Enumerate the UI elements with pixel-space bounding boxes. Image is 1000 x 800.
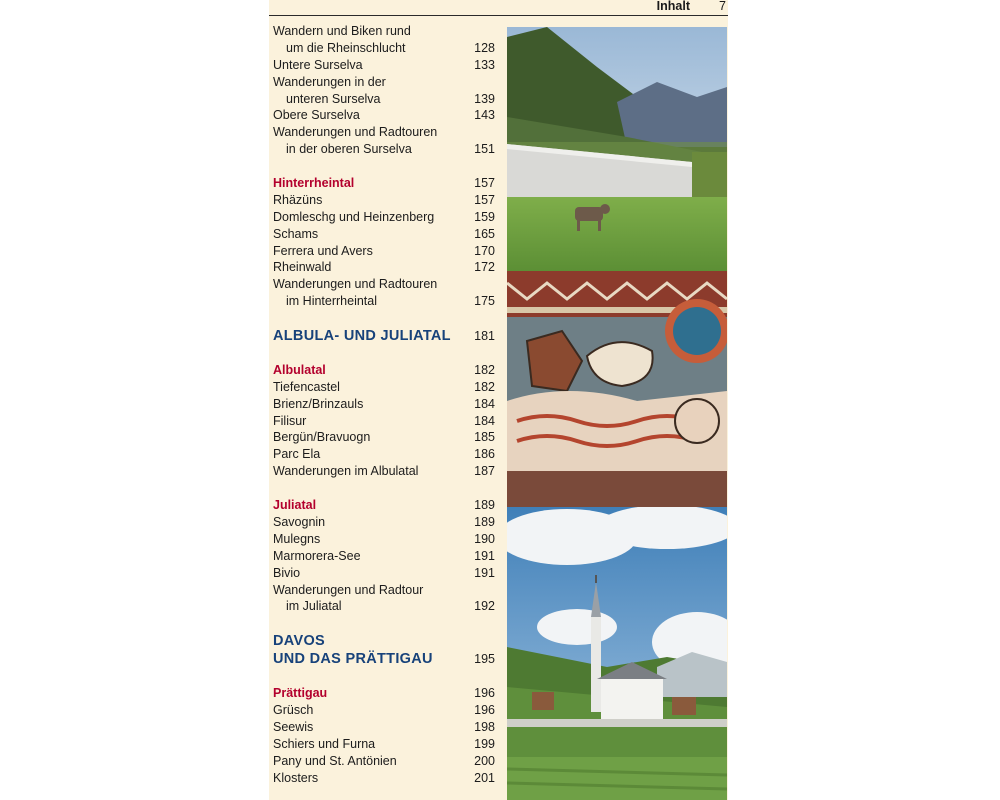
page-number: 7 (719, 0, 726, 13)
toc-entry-title: um die Rheinschlucht (286, 40, 406, 55)
toc-entry-page: 185 (474, 430, 495, 445)
toc-entry (273, 124, 495, 141)
toc-entry-title: Seewis (273, 719, 314, 734)
toc-entry-page: 199 (474, 736, 495, 751)
toc-entry-page: 128 (474, 40, 495, 55)
toc-entry-title: Schiers und Furna (273, 736, 376, 751)
toc-spacer (273, 480, 495, 497)
toc-entry (273, 531, 495, 548)
toc-entry-page: 175 (474, 294, 495, 309)
toc-entry (273, 413, 495, 430)
toc-entry-page: 184 (474, 413, 495, 428)
toc-entry-title: Prättigau (273, 686, 328, 701)
toc-section-heading (273, 175, 495, 192)
toc-entry-title: Bergün/Bravuogn (273, 430, 371, 445)
toc-entry-page: 170 (474, 243, 495, 258)
toc-spacer (273, 615, 495, 632)
toc-entry-title: Bivio (273, 565, 301, 580)
toc-entry-page: 139 (474, 91, 495, 106)
toc-entry-title: Untere Surselva (273, 57, 363, 72)
photo-meadow-cow (507, 27, 727, 271)
toc-entry (273, 243, 495, 260)
toc-entry-page: 157 (474, 192, 495, 207)
toc-entry (273, 429, 495, 446)
book-page (269, 0, 728, 800)
toc-entry-title: Rhäzüns (273, 192, 323, 207)
toc-entry (273, 141, 495, 158)
table-of-contents (273, 23, 495, 786)
toc-spacer (273, 668, 495, 685)
toc-entry-page: 191 (474, 548, 495, 563)
toc-entry-title: Hinterrheintal (273, 176, 355, 191)
toc-entry-title: Marmorera-See (273, 548, 361, 563)
toc-entry-title: Domleschg und Heinzenberg (273, 209, 435, 224)
toc-entry-title: Obere Surselva (273, 108, 360, 123)
toc-entry (273, 582, 495, 599)
toc-entry-page: 184 (474, 396, 495, 411)
toc-entry (273, 74, 495, 91)
toc-entry-title: in der oberen Surselva (286, 142, 412, 157)
toc-entry (273, 23, 495, 40)
toc-entry-title: Klosters (273, 770, 319, 785)
toc-entry (273, 719, 495, 736)
toc-entry (273, 565, 495, 582)
toc-entry-title: Brienz/Brinzauls (273, 396, 364, 411)
toc-entry (273, 259, 495, 276)
toc-chapter-heading (273, 632, 495, 650)
toc-entry-page: 196 (474, 702, 495, 717)
toc-entry-page: 201 (474, 770, 495, 785)
toc-entry-page: 187 (474, 464, 495, 479)
toc-entry-title: ALBULA- UND JULIATAL (273, 328, 451, 345)
toc-entry-title: Wanderungen in der (273, 74, 386, 89)
toc-entry (273, 770, 495, 787)
toc-entry-title: Wanderungen und Radtouren (273, 125, 438, 140)
toc-entry-page: 159 (474, 209, 495, 224)
toc-entry-page: 172 (474, 260, 495, 275)
toc-entry (273, 548, 495, 565)
toc-entry (273, 57, 495, 74)
toc-entry-page: 192 (474, 599, 495, 614)
toc-entry-title: Wanderungen im Albulatal (273, 464, 419, 479)
toc-entry-title: Filisur (273, 413, 307, 428)
toc-chapter-heading (273, 327, 495, 345)
toc-entry (273, 446, 495, 463)
toc-entry (273, 226, 495, 243)
toc-entry (273, 702, 495, 719)
toc-entry-title: Parc Ela (273, 447, 321, 462)
running-header (269, 0, 728, 16)
toc-entry-title: Grüsch (273, 702, 314, 717)
toc-entry-title: Ferrera und Avers (273, 243, 373, 258)
toc-entry (273, 753, 495, 770)
toc-entry (273, 736, 495, 753)
toc-entry-title: unteren Surselva (286, 91, 381, 106)
toc-entry-page: 189 (474, 514, 495, 529)
toc-entry (273, 514, 495, 531)
toc-entry (273, 91, 495, 108)
toc-section-heading (273, 362, 495, 379)
toc-spacer (273, 310, 495, 327)
toc-entry-page: 189 (474, 498, 495, 513)
toc-entry-title: Wandern und Biken rund (273, 24, 411, 38)
toc-spacer (273, 158, 495, 175)
toc-entry (273, 209, 495, 226)
toc-entry-title: Rheinwald (273, 260, 332, 275)
toc-entry (273, 192, 495, 209)
toc-entry-title: Albulatal (273, 362, 326, 377)
toc-entry-title: im Juliatal (286, 599, 342, 614)
toc-entry (273, 293, 495, 310)
toc-entry-page: 182 (474, 362, 495, 377)
toc-entry-page: 182 (474, 379, 495, 394)
toc-entry-page: 157 (474, 176, 495, 191)
toc-entry-page: 190 (474, 531, 495, 546)
toc-entry-title: Pany und St. Antönien (273, 753, 397, 768)
toc-entry-title: Wanderungen und Radtouren (273, 277, 438, 292)
toc-entry-title: Juliatal (273, 498, 317, 513)
toc-entry-title: UND DAS PRÄTTIGAU (273, 651, 433, 668)
toc-entry-page: 133 (474, 57, 495, 72)
photo-fresco-nativity (507, 271, 727, 507)
toc-section-heading (273, 497, 495, 514)
header-section-title: Inhalt (656, 0, 690, 13)
toc-entry-page: 195 (474, 652, 495, 667)
toc-entry-page: 196 (474, 686, 495, 701)
toc-entry-page: 151 (474, 142, 495, 157)
toc-entry (273, 463, 495, 480)
toc-entry-page: 200 (474, 753, 495, 768)
toc-entry-title: DAVOS (273, 633, 325, 650)
toc-entry (273, 379, 495, 396)
toc-entry-title: Wanderungen und Radtour (273, 582, 424, 597)
toc-entry (273, 107, 495, 124)
toc-entry-title: Savognin (273, 514, 326, 529)
toc-section-heading (273, 685, 495, 702)
toc-entry-title: Tiefencastel (273, 379, 340, 394)
toc-entry (273, 276, 495, 293)
photo-village-church (507, 507, 727, 800)
toc-entry-page: 143 (474, 108, 495, 123)
toc-entry-page: 165 (474, 226, 495, 241)
toc-entry-title: im Hinterrheintal (286, 294, 378, 309)
toc-entry-page: 181 (474, 329, 495, 344)
toc-entry-page: 186 (474, 447, 495, 462)
toc-entry (273, 396, 495, 413)
toc-entry (273, 40, 495, 57)
toc-entry (273, 598, 495, 615)
toc-entry-title: Schams (273, 226, 319, 241)
toc-entry-page: 198 (474, 719, 495, 734)
photo-column (507, 27, 727, 800)
toc-spacer (273, 345, 495, 362)
toc-entry-title: Mulegns (273, 531, 321, 546)
toc-entry-page: 191 (474, 565, 495, 580)
toc-chapter-heading (273, 650, 495, 668)
